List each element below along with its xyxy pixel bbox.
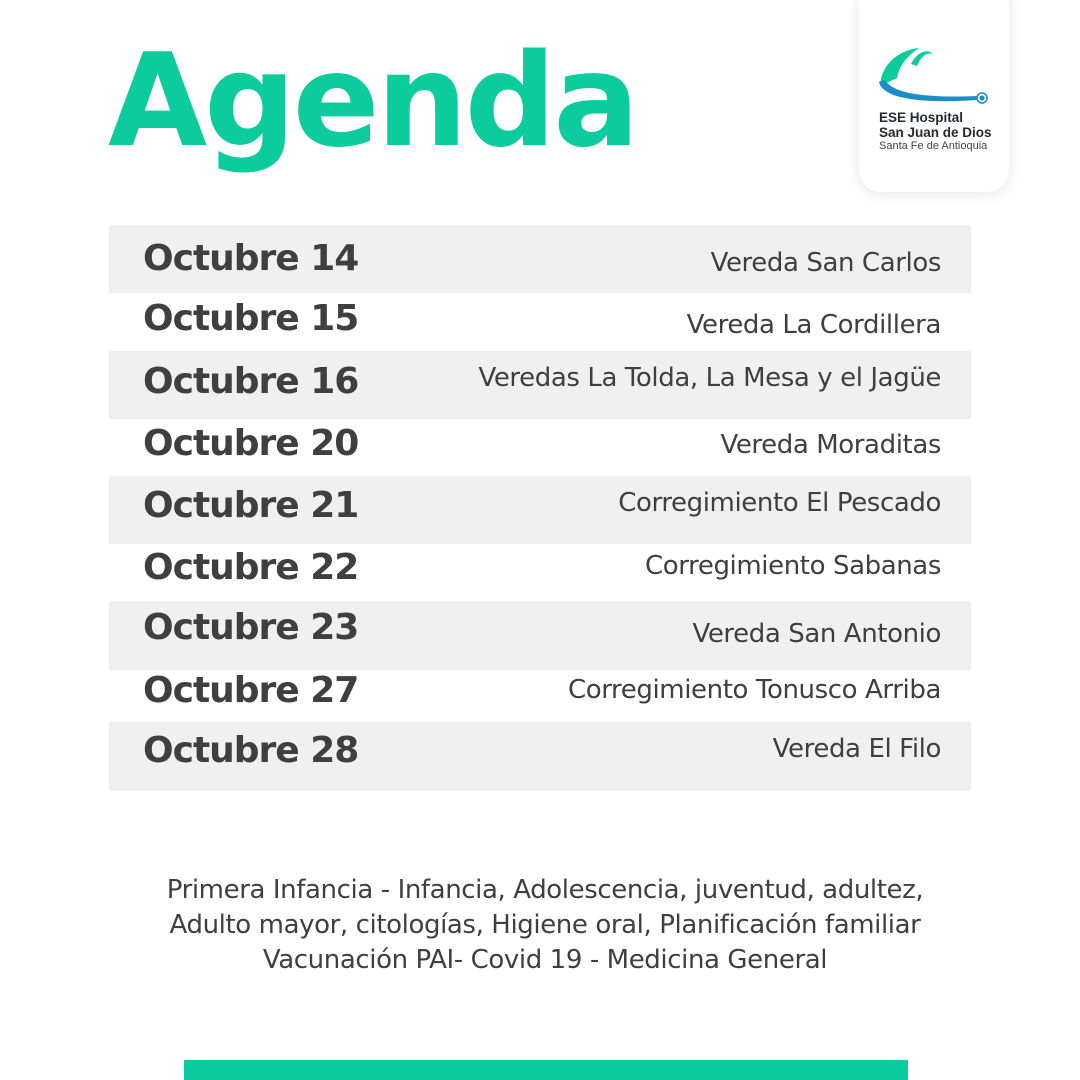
services-line-1: Primera Infancia - Infancia, Adolescencia, juventud, adultez, (166, 875, 924, 905)
schedule-date: Octubre 28 (143, 730, 359, 771)
services-line-2: Adulto mayor, citologías, Higiene oral, Planificación familiar (169, 910, 921, 940)
schedule-list (109, 225, 971, 791)
bottom-accent-bar (184, 1060, 908, 1080)
hospital-logo-icon (877, 42, 995, 104)
logo-line-1: ESE Hospital (879, 110, 964, 125)
schedule-row (109, 293, 971, 351)
hospital-logo-card (859, 0, 1009, 192)
schedule-date: Octubre 22 (143, 547, 359, 588)
schedule-row (109, 351, 971, 419)
schedule-date: Octubre 23 (143, 607, 359, 648)
schedule-row (109, 722, 971, 791)
schedule-date: Octubre 15 (143, 298, 359, 339)
schedule-date: Octubre 16 (143, 361, 359, 402)
schedule-row (109, 670, 971, 722)
schedule-place: Vereda San Carlos (710, 248, 941, 278)
schedule-row (109, 476, 971, 544)
services-text (0, 873, 1080, 978)
schedule-date: Octubre 21 (143, 485, 359, 526)
services-line-3: Vacunación PAI- Covid 19 - Medicina General (262, 945, 828, 975)
schedule-place: Vereda El Filo (772, 734, 941, 764)
schedule-place: Vereda La Cordillera (686, 310, 941, 340)
schedule-row (109, 225, 971, 293)
schedule-place: Corregimiento Sabanas (645, 551, 941, 581)
schedule-row (109, 544, 971, 601)
schedule-row (109, 601, 971, 670)
schedule-place: Vereda San Antonio (692, 619, 941, 649)
schedule-place: Corregimiento Tonusco Arriba (567, 675, 941, 705)
schedule-date: Octubre 20 (143, 423, 359, 464)
logo-line-3: Santa Fe de Antioquia (879, 140, 988, 153)
schedule-date: Octubre 27 (143, 670, 359, 711)
page-title: Agenda (108, 27, 637, 176)
logo-line-2: San Juan de Dios (879, 124, 992, 140)
schedule-row (109, 419, 971, 476)
schedule-place: Corregimiento El Pescado (618, 488, 941, 518)
schedule-place: Veredas La Tolda, La Mesa y el Jagüe (478, 363, 941, 393)
schedule-date: Octubre 14 (143, 238, 359, 279)
schedule-place: Vereda Moraditas (720, 430, 941, 460)
